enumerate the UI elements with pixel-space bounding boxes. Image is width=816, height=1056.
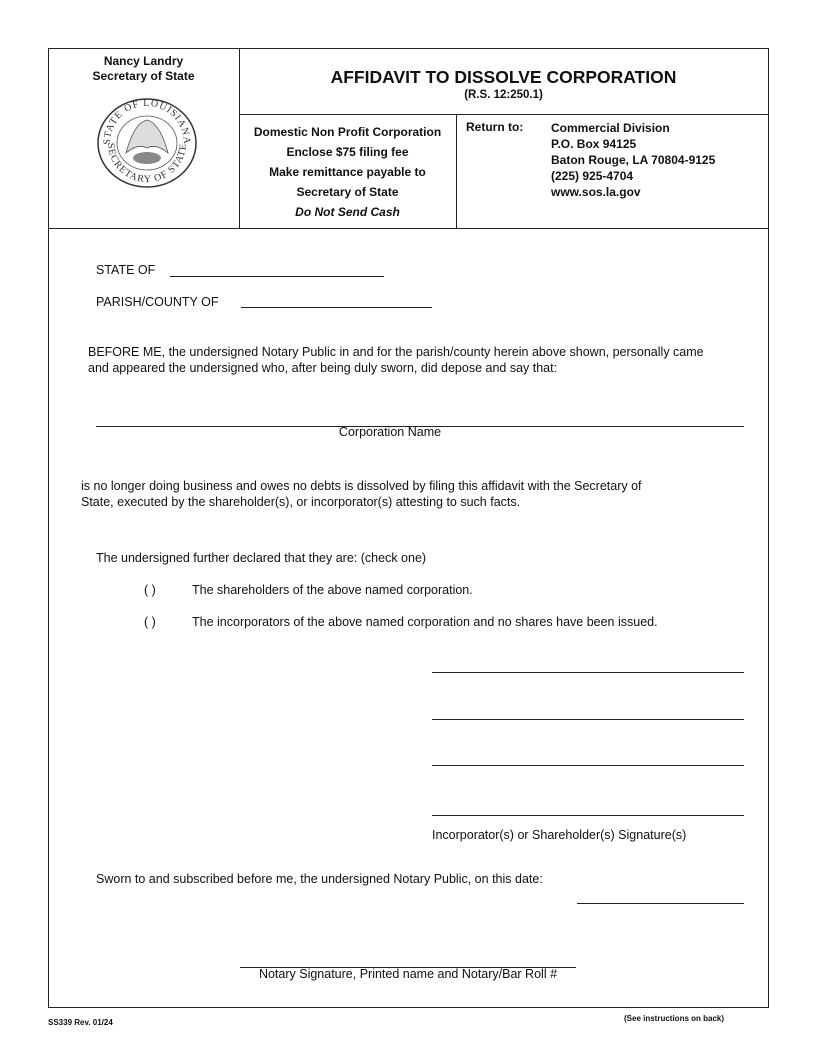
- sworn-text: Sworn to and subscribed before me, the undersigned Notary Public, on this date:: [96, 872, 543, 886]
- parish-field[interactable]: [241, 307, 432, 308]
- dissolve-paragraph: [81, 478, 642, 510]
- address-line: Baton Rouge, LA 70804-9125: [551, 153, 716, 167]
- text-line: State, executed by the shareholder(s), or incorporator(s) attesting to such facts.: [81, 495, 521, 509]
- shareholders-checkbox[interactable]: ( ): [144, 583, 156, 597]
- instructions-note: (See instructions on back): [624, 1014, 725, 1023]
- state-label: STATE OF: [96, 263, 156, 277]
- intro-paragraph: [88, 344, 704, 376]
- filing-line: Secretary of State: [296, 185, 399, 199]
- state-field[interactable]: [170, 276, 384, 277]
- signature-line[interactable]: [432, 719, 744, 720]
- signature-label: Incorporator(s) or Shareholder(s) Signature(s): [432, 828, 687, 842]
- address-line: Commercial Division: [551, 121, 670, 135]
- date-field[interactable]: [577, 903, 744, 904]
- corporation-name-label: Corporation Name: [338, 425, 442, 439]
- shareholders-option-label: The shareholders of the above named corporation.: [192, 583, 473, 597]
- svg-text:SECRETARY OF STATE: SECRETARY OF STATE: [104, 142, 190, 186]
- signature-line[interactable]: [432, 815, 744, 816]
- no-cash-note: Do Not Send Cash: [295, 205, 400, 219]
- divider: [239, 114, 768, 115]
- text-line: and appeared the undersigned who, after being duly sworn, did depose and say that:: [88, 361, 558, 375]
- official-title: Secretary of State: [92, 69, 195, 83]
- text-line: BEFORE ME, the undersigned Notary Public in and for the parish/county herein above shown, personally came: [88, 345, 704, 359]
- signature-line[interactable]: [432, 765, 744, 766]
- declare-text: The undersigned further declared that they are: (check one): [96, 551, 427, 565]
- return-label: Return to:: [466, 120, 524, 134]
- text-line: is no longer doing business and owes no debts is dissolved by filing this affidavit with the Secretary of: [81, 479, 642, 493]
- filing-info: [239, 122, 456, 222]
- divider: [48, 228, 768, 229]
- svg-text:STATE OF LOUISIANA: STATE OF LOUISIANA: [101, 98, 193, 145]
- notary-label: Notary Signature, Printed name and Notary/Bar Roll #: [258, 967, 558, 981]
- website-link: www.sos.la.gov: [551, 185, 641, 199]
- return-address: [551, 120, 715, 200]
- filing-line: Make remittance payable to: [269, 165, 426, 179]
- louisiana-seal-icon: [96, 98, 198, 188]
- incorporators-checkbox[interactable]: ( ): [144, 615, 156, 629]
- form-title: AFFIDAVIT TO DISSOLVE CORPORATION: [330, 67, 677, 87]
- official-name: Nancy Landry: [103, 54, 184, 68]
- official-block: [48, 54, 239, 84]
- statute-ref: (R.S. 12:250.1): [464, 89, 543, 101]
- filing-line: Enclose $75 filing fee: [286, 145, 409, 159]
- divider: [456, 114, 457, 228]
- filing-line: Domestic Non Profit Corporation: [253, 125, 442, 139]
- incorporators-option-label: The incorporators of the above named corporation and no shares have been issued.: [192, 615, 658, 629]
- form-id: SS339 Rev. 01/24: [48, 1018, 113, 1027]
- address-line: (225) 925-4704: [551, 169, 634, 183]
- address-line: P.O. Box 94125: [551, 137, 637, 151]
- signature-line[interactable]: [432, 672, 744, 673]
- parish-label: PARISH/COUNTY OF: [96, 295, 219, 309]
